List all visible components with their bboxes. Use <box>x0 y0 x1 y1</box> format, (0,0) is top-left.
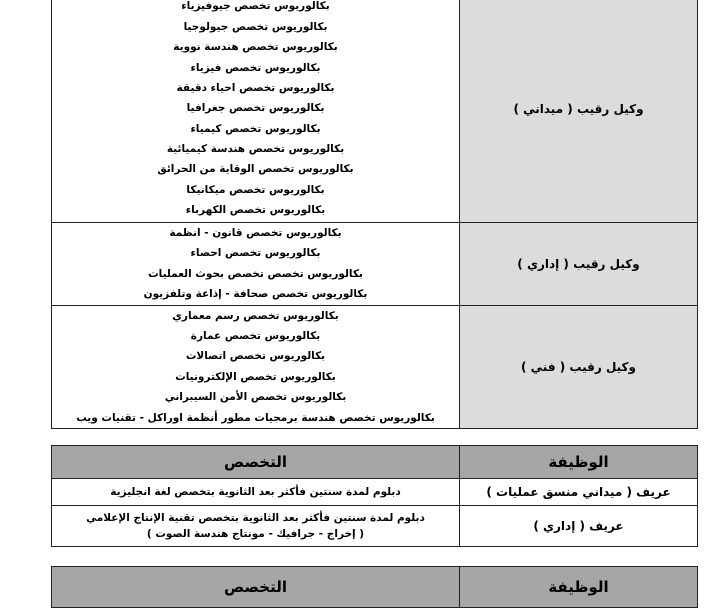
specialties-table-1 <box>51 0 698 429</box>
table-row <box>52 506 698 547</box>
specialties-table-2 <box>51 445 698 547</box>
spec-cell <box>52 223 460 306</box>
spec-header: التخصص <box>52 567 460 608</box>
spec-line: بكالوريوس تخصص احصاء <box>190 247 321 260</box>
spec-line: بكالوريوس تخصص الأمن السيبراني <box>164 391 347 404</box>
spec-line: بكالوريوس تخصص هندسة برمجيات مطور أنظمة اوراكل - تقنيات ويب <box>76 411 435 424</box>
spec-line: بكالوريوس تخصص تخصص بحوث العمليات <box>148 267 363 280</box>
spec-line: بكالوريوس تخصص ميكانيكا <box>186 183 325 196</box>
job-cell: عريف ( إداري ) <box>460 506 698 547</box>
job-header: الوظيفة <box>460 567 698 608</box>
spec-line: بكالوريوس تخصص الوقاية من الحرائق <box>157 163 354 176</box>
spec-cell <box>52 305 460 428</box>
spec-line: ( إخراج - جرافيك - مونتاج هندسة الصوت ) <box>146 528 365 540</box>
table-row <box>52 305 698 428</box>
spec-cell <box>52 0 460 223</box>
specialties-table-3 <box>51 566 698 608</box>
spec-line: بكالوريوس تخصص احياء دقيقة <box>176 81 335 94</box>
spec-line: بكالوريوس تخصص كيمياء <box>190 122 321 135</box>
spec-line: بكالوريوس تخصص اتصالات <box>185 350 326 363</box>
spec-cell: دبلوم لمدة سنتين فأكثر بعد الثانوية بتخصص لغة انجليزية <box>52 479 460 506</box>
spec-line: بكالوريوس تخصص صحافة - إذاعة وتلفزيون <box>143 288 368 301</box>
spec-cell <box>52 506 460 547</box>
table-row <box>52 479 698 506</box>
table-header-row <box>52 567 698 608</box>
table-row <box>52 0 698 223</box>
spec-line: بكالوريوس تخصص الإلكترونيات <box>175 370 336 383</box>
job-cell: وكيل رقيب ( فني ) <box>460 305 698 428</box>
spec-line: دبلوم لمدة سنتين فأكثر بعد الثانوية بتخصص تقنية الإنتاج الإعلامي <box>86 512 425 524</box>
spec-line: بكالوريوس تخصص عمارة <box>190 329 321 342</box>
spec-line: بكالوريوس تخصص فيزياء <box>190 61 321 74</box>
table-row <box>52 223 698 306</box>
spec-line: بكالوريوس تخصص جيولوجيا <box>183 20 328 33</box>
spec-line: بكالوريوس تخصص الكهرباء <box>185 204 326 217</box>
spec-line: بكالوريوس تخصص رسم معماري <box>172 309 339 322</box>
spec-line: بكالوريوس تخصص جيوفيزياء <box>181 0 330 13</box>
job-cell: وكيل رقيب ( ميداني ) <box>460 0 698 223</box>
spec-line: بكالوريوس تخصص قانون - انظمة <box>169 227 342 239</box>
spec-line: بكالوريوس تخصص جغرافيا <box>186 102 325 115</box>
job-cell: وكيل رقيب ( إداري ) <box>460 223 698 306</box>
table-header-row <box>52 446 698 479</box>
spec-header: التخصص <box>52 446 460 479</box>
spec-line: بكالوريوس تخصص هندسة نووية <box>173 41 338 54</box>
spec-line: بكالوريوس تخصص هندسة كيميائية <box>166 143 345 156</box>
job-header: الوظيفة <box>460 446 698 479</box>
job-cell: عريف ( ميداني منسق عمليات ) <box>460 479 698 506</box>
